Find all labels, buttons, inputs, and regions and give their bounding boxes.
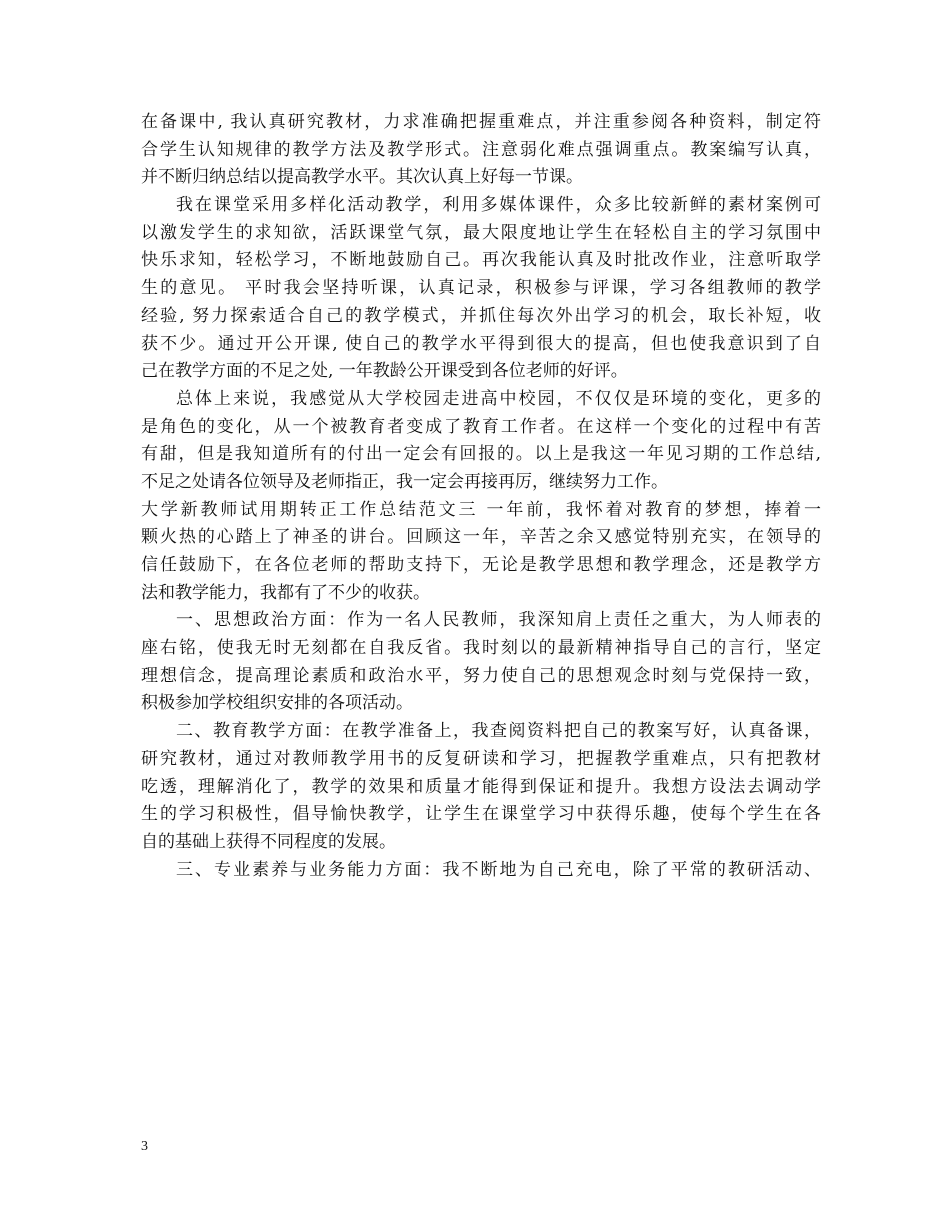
text-line: 一、思想政治方面：作为一名人民教师，我深知肩上责任之重大，为人师表的 (176, 610, 821, 631)
text-line: 积极参加学校组织安排的各项活动。 (141, 693, 413, 714)
text-line: 三、专业素养与业务能力方面：我不断地为自己充电，除了平常的教研活动、 (176, 859, 821, 880)
text-line: 我在课堂采用多样化活动教学，利用多媒体课件，众多比较新鲜的素材案例可 (176, 195, 821, 216)
text-line: 法和教学能力，我都有了不少的收获。 (141, 582, 430, 603)
text-line: 不足之处请各位领导及老师指正，我一定会再接再厉，继续努力工作。 (141, 471, 668, 492)
text-line: 吃透，理解消化了，教学的效果和质量才能得到保证和提升。我想方设法去调动学 (141, 776, 821, 797)
text-line: 研究教材，通过对教师教学用书的反复研读和学习，把握教学重难点，只有把教材 (141, 748, 821, 769)
body-text (141, 109, 821, 884)
text-line: 获不少。通过开公开课, 使自己的教学水平得到很大的提高，但也使我意识到了自 (141, 333, 821, 354)
page-number: 3 (141, 1139, 148, 1154)
text-line: 是角色的变化，从一个被教育者变成了教育工作者。在这样一个变化的过程中有苦 (141, 416, 821, 437)
text-line: 信任鼓励下，在各位老师的帮助支持下，无论是教学思想和教学理念，还是教学方 (141, 555, 821, 575)
text-line: 座右铭，使我无时无刻都在自我反省。我时刻以的最新精神指导自己的言行，坚定 (141, 638, 821, 659)
text-line: 颗火热的心踏上了神圣的讲台。回顾这一年，辛苦之余又感觉特别充实，在领导的 (141, 527, 821, 548)
text-line: 理想信念，提高理论素质和政治水平，努力使自己的思想观念时刻与党保持一致， (141, 665, 821, 686)
text-line: 己在教学方面的不足之处, 一年教龄公开课受到各位老师的好评。 (141, 361, 628, 382)
text-line: 有甜，但是我知道所有的付出一定会有回报的。以上是我这一年见习期的工作总结, (141, 444, 821, 465)
text-line: 经验, 努力探索适合自己的教学模式，并抓住每次外出学习的机会，取长补短，收 (141, 305, 821, 326)
text-line: 在备课中, 我认真研究教材，力求准确把握重难点，并注重参阅各种资料，制定符 (141, 112, 821, 132)
text-line: 大学新教师试用期转正工作总结范文三 一年前，我怀着对教育的梦想，捧着一 (141, 499, 821, 520)
text-line: 总体上来说，我感觉从大学校园走进高中校园，不仅仅是环境的变化，更多的 (176, 388, 821, 409)
text-line: 生的意见。 平时我会坚持听课，认真记录，积极参与评课，学习各组教师的教学 (141, 278, 821, 299)
text-line: 生的学习积极性，倡导愉快教学，让学生在课堂学习中获得乐趣，使每个学生在各 (141, 804, 821, 825)
text-line: 快乐求知，轻松学习，不断地鼓励自己。再次我能认真及时批改作业，注意听取学 (141, 250, 821, 271)
text-line: 以激发学生的求知欲，活跃课堂气氛，最大限度地让学生在轻松自主的学习氛围中 (141, 222, 821, 243)
text-line: 二、教育教学方面：在教学准备上，我查阅资料把自己的教案写好，认真备课， (176, 721, 821, 742)
text-line: 并不断归纳总结以提高教学水平。其次认真上好每一节课。 (141, 167, 583, 188)
text-line: 合学生认知规律的教学方法及教学形式。注意弱化难点强调重点。教案编写认真， (141, 139, 821, 160)
text-line: 自的基础上获得不同程度的发展。 (141, 831, 396, 852)
